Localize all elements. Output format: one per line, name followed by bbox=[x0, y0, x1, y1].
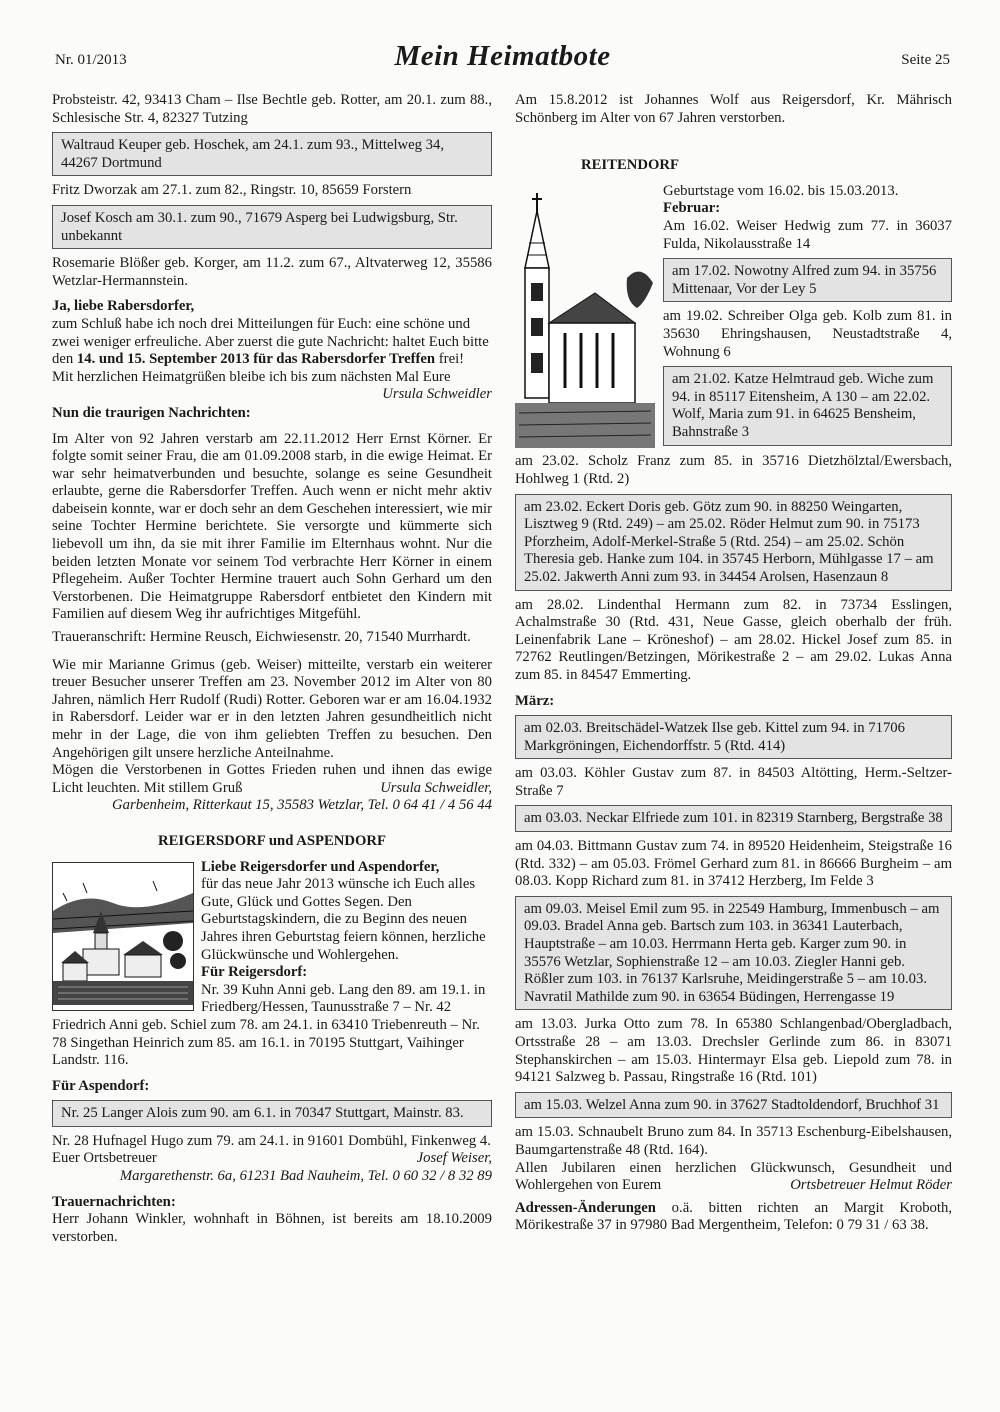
highlight-box: Nr. 25 Langer Alois zum 90. am 6.1. in 70347 Stuttgart, Mainstr. 83. bbox=[52, 1100, 492, 1127]
subsection-heading: Für Aspendorf: bbox=[52, 1077, 150, 1094]
closing-text: Mit herzlichen Heimatgrüßen bleibe ich bis zum nächsten Mal Eure bbox=[52, 368, 451, 385]
birthday-entry: am 15.03. Schnaubelt Bruno zum 84. In 35713 Eschenburg-Eibelshausen, Baumgartenstraße 48 (Rtd. 164). bbox=[515, 1124, 952, 1158]
letter-greeting: Ja, liebe Rabersdorfer, bbox=[52, 298, 195, 315]
birthday-entry: am 23.02. Scholz Franz zum 85. in 35716 Dietzhölztal/Ewersbach, Hohlweg 1 (Rtd. 2) bbox=[515, 453, 952, 487]
highlight-box: am 03.03. Neckar Elfriede zum 101. in 82319 Starnberg, Bergstraße 38 bbox=[515, 805, 952, 832]
birthday-entry: Rosemarie Blößer geb. Korger, am 11.2. zum 67., Altvaterweg 12, 35586 Wetzlar-Hermannstein. bbox=[52, 255, 492, 289]
ortsbetreuer-label: Euer Ortsbetreuer bbox=[52, 1150, 157, 1167]
signature-address: Margarethenstr. 6a, 61231 Bad Nauheim, Tel. 0 60 32 / 8 32 89 bbox=[119, 1168, 492, 1185]
signature: Josef Weiser, bbox=[416, 1150, 492, 1167]
birthday-entry: am 13.03. Jurka Otto zum 78. In 65380 Schlangenbad/Obergladbach, Ortsstraße 28 – am 13.03. Drechsler Gerlinde zum 86. in 83071 Stephanskirchen – am 15.03. Hintermayr Elsa geb. Liepold zum 78. in 94121 Salzweg b. Passau, Ringstraße 16 (Rtd. 101) bbox=[515, 1016, 952, 1086]
right-column bbox=[515, 92, 952, 1240]
address-change-note bbox=[515, 1200, 952, 1235]
birthday-entry: am 28.02. Lindenthal Hermann zum 82. in 73734 Esslingen, Achalmstraße 30 (Rtd. 431, Neue Gasse, gleich oberhalb der früh. Leinenfabrik Lane – Kröneshof) – am 28.02. Hickel Josef zum 85. in 72762 Reutlingen/Betzingen, Mörikestraße 2 – am 29.02. Lukas Anna zum 85. in 84547 Emmerting. bbox=[515, 596, 952, 683]
highlight-box: Waltraud Keuper geb. Hoschek, am 24.1. zum 93., Mittelweg 34, 44267 Dortmund bbox=[52, 132, 492, 176]
obituary: Wie mir Marianne Grimus (geb. Weiser) mitteilte, verstarb ein weiterer treuer Besucher unserer Treffen am 23. November 2012 im Alter von 80 Jahren, nämlich Herr Rudolf (Rudi) Rotter. Geboren war er am 16.04.1932 in Rabersdorf. Leider war er in den letzten Jahren gesundheitlich nicht mehr in der Lage, die von ihm geliebten Treffen zu besuchen. Den Angehörigen gilt unsere herzliche Anteilnahme. bbox=[52, 656, 492, 761]
highlight-box: am 21.02. Katze Helmtraud geb. Wiche zum 94. in 85117 Eitensheim, A 130 – am 22.02. Wolf, Maria zum 91. in 64625 Bensheim, Bahnstraße 3 bbox=[663, 366, 952, 445]
signature: Ursula Schweidler bbox=[382, 386, 492, 403]
birthday-entry: Fritz Dworzak am 27.1. zum 82., Ringstr. 10, 85659 Forstern bbox=[52, 182, 412, 199]
page-header bbox=[55, 40, 950, 80]
birthday-entry: am 04.03. Bittmann Gustav zum 74. in 89520 Heidenheim, Steigstraße 16 (Rtd. 332) – am 05.03. Frömel Gerhard zum 81. in 86666 Burgheim – am 08.03. Kopp Richard zum 81. in 37412 Herzberg, Im Felde 3 bbox=[515, 838, 952, 890]
section-title: REITENDORF bbox=[581, 157, 679, 174]
page-number: Seite 25 bbox=[901, 52, 950, 68]
highlight-box: am 02.03. Breitschädel-Watzek Ilse geb. Kittel zum 94. in 71706 Markgröningen, Eichendorffstr. 5 (Rtd. 414) bbox=[515, 715, 952, 759]
signature: Ortsbetreuer Helmut Röder bbox=[790, 1177, 952, 1194]
birthday-period: Geburtstage vom 16.02. bis 15.03.2013. bbox=[663, 182, 899, 199]
obituary: Am 15.8.2012 ist Johannes Wolf aus Reigersdorf, Kr. Mährisch Schönberg im Alter von 67 Jahren verstorben. bbox=[515, 92, 952, 126]
highlight-box: Josef Kosch am 30.1. zum 90., 71679 Asperg bei Ludwigsburg, Str. unbekannt bbox=[52, 205, 492, 249]
mourning-address: Traueranschrift: Hermine Reusch, Eichwiesenstr. 20, 71540 Murrhardt. bbox=[52, 629, 471, 646]
highlight-box: am 23.02. Eckert Doris geb. Götz zum 90. in 88250 Weingarten, Lisztweg 9 (Rtd. 249) – am 25.02. Röder Helmut zum 90. in 75173 Pforzheim, Adolf-Merkel-Straße 5 (Rtd. 254) – am 25.02. Schön Theresia geb. Hanke zum 104. in 35745 Herborn, Mühlgasse 17 – am 25.02. Jakwerth Anni zum 93. in 34454 Arolsen, Hasenzaun 8 bbox=[515, 494, 952, 591]
subsection-heading: Für Reigersdorf: bbox=[201, 964, 308, 981]
highlight-box: am 15.03. Welzel Anna zum 90. in 37627 Stadtoldendorf, Bruchhof 31 bbox=[515, 1092, 952, 1119]
ortsbetreuer-line bbox=[52, 1150, 492, 1168]
address-change-label: Adressen-Änderungen bbox=[515, 1199, 656, 1216]
letter-greeting: Liebe Reigersdorfer und Aspendorfer, bbox=[201, 858, 440, 875]
church-illustration bbox=[515, 183, 655, 454]
birthday-entry: am 03.03. Köhler Gustav zum 87. in 84503 Altötting, Herm.-Seltzer-Straße 7 bbox=[515, 765, 952, 799]
address-change-text: o.ä. bitten richten an Margit Kroboth, Mörikestraße 37 in 97980 Bad Mergentheim, Telefon: 0 79 31 / 63 38. bbox=[515, 1199, 952, 1234]
birthday-entry: Nr. 28 Hufnagel Hugo zum 79. am 24.1. in 91601 Dombühl, Finkenweg 4. bbox=[52, 1132, 491, 1149]
congratulations bbox=[515, 1160, 952, 1195]
section-title: REIGERSDORF und ASPENDORF bbox=[158, 832, 386, 849]
birthday-entry: Am 16.02. Weiser Hedwig zum 77. in 36037 Fulda, Nikolausstraße 14 bbox=[663, 217, 952, 252]
month-heading: März: bbox=[515, 692, 555, 709]
rabersdorf-letter bbox=[52, 298, 492, 368]
newspaper-logo: Mein Heimatbote bbox=[394, 40, 611, 72]
closing-line bbox=[52, 369, 492, 404]
obituary: Im Alter von 92 Jahren verstarb am 22.11.2012 Herr Ernst Körner. Er folgte somit seiner Frau, die am 01.09.2008 starb, in die ewige Heimat. Er war sehr heimatverbunden und besuchte, solange es seine Gesundheit erlaubte, gerne die Rabersdorfer Treffen. Auch wenn er nicht mehr aktiv dabeisein konnte, war er doch sehr an dem Geschehen interessiert, wie mir seine Tochter Hermine berichtete. Sie versorgte und kümmerte sich liebevoll um ihn, da sie mit ihrer Familie im Elternhaus wohnt. Nur die beiden letzten Monate vor seinem Tod verbrachte Herr Körner in einem Pflegeheim. Außer Tochter Hermine trauert auch Sohn Gerhard um den Verstorbenen. Die Heimatgruppe Rabersdorf entbietet den Kindern mit Familien auf diesem Weg ihr aufrichtiges Mitgefühl. bbox=[52, 430, 492, 623]
subsection-heading: Trauernachrichten: bbox=[52, 1193, 176, 1210]
congratulations-text: Allen Jubilaren einen herzlichen Glückwunsch, Gesundheit und Wohlergehen von Eurem bbox=[515, 1159, 952, 1194]
highlight-box: am 17.02. Nowotny Alfred zum 94. in 35756 Mittenaar, Vor der Ley 5 bbox=[663, 258, 952, 302]
issue-number: Nr. 01/2013 bbox=[55, 52, 127, 68]
highlight-box: am 09.03. Meisel Emil zum 95. in 22549 Hamburg, Immenbusch – am 09.03. Bradel Anna geb. Bartsch zum 103. in 36341 Lauterbach, Hauptstraße – am 10.03. Herrmann Herta geb. Karger zum 90. in 35576 Wetzlar, Sophienstraße 12 – am 10.03. Ziegler Hanni geb. Rößler zum 103. in 76137 Karlsruhe, Meidingerstraße 5 – am 10.03. Navratil Mathilde zum 90. in 63654 Büdingen, Herrengasse 19 bbox=[515, 896, 952, 1011]
left-column bbox=[52, 92, 492, 1251]
signature: Ursula Schweidler, bbox=[380, 779, 492, 796]
birthday-list: Nr. 39 Kuhn Anni geb. Lang den 89. am 19.1. in Friedberg/Hessen, Taunusstraße 7 – Nr. 42 Friedrich Anni geb. Schiel zum 78. am 24.1. in 63410 Triebenreuth – Nr. 78 Singethan Heinrich zum 85. am 16.1. in 70195 Stuttgart, Vaihinger Landstr. 116. bbox=[52, 981, 486, 1069]
obituary: Herr Johann Winkler, wohnhaft in Böhnen, ist bereits am 18.10.2009 verstorben. bbox=[52, 1211, 492, 1245]
condolence bbox=[52, 762, 492, 797]
letter-text: für das neue Jahr 2013 wünsche ich Euch alles Gute, Glück und Gottes Segen. Den Geburtstagskindern, die zu Beginn des neuen Jahres ihren Geburtstag feiern können, herzliche Glückwünsche und Wohlergehen. bbox=[201, 876, 486, 963]
birthday-entry: Probsteistr. 42, 93413 Cham – Ilse Bechtle geb. Rotter, am 20.1. zum 88., Schlesische Str. 4, 82327 Tutzing bbox=[52, 92, 492, 126]
village-illustration bbox=[52, 862, 194, 1012]
section-heading: Nun die traurigen Nachrichten: bbox=[52, 404, 251, 421]
letter-text-end: frei! bbox=[438, 351, 465, 368]
signature-address: Garbenheim, Ritterkaut 15, 35583 Wetzlar, Tel. 0 64 41 / 4 56 44 bbox=[112, 797, 492, 814]
month-heading: Februar: bbox=[663, 200, 721, 217]
letter-text: zum Schluß habe ich noch drei Mitteilungen für Euch: eine schöne und zwei weniger erfreuliche. Aber zuerst die gute Nachricht: haltet Euch bitte den bbox=[52, 315, 489, 368]
birthday-entry: am 19.02. Schreiber Olga geb. Kolb zum 81. in 35630 Ehringshausen, Neustadtstraße 4, Wohnung 6 bbox=[663, 308, 952, 360]
condolence-text: Mögen die Verstorbenen in Gottes Frieden ruhen und ihnen das ewige Licht leuchten. Mit stillem Gruß bbox=[52, 762, 492, 796]
meeting-date: 14. und 15. September 2013 für das Rabersdorfer Treffen bbox=[76, 351, 436, 368]
